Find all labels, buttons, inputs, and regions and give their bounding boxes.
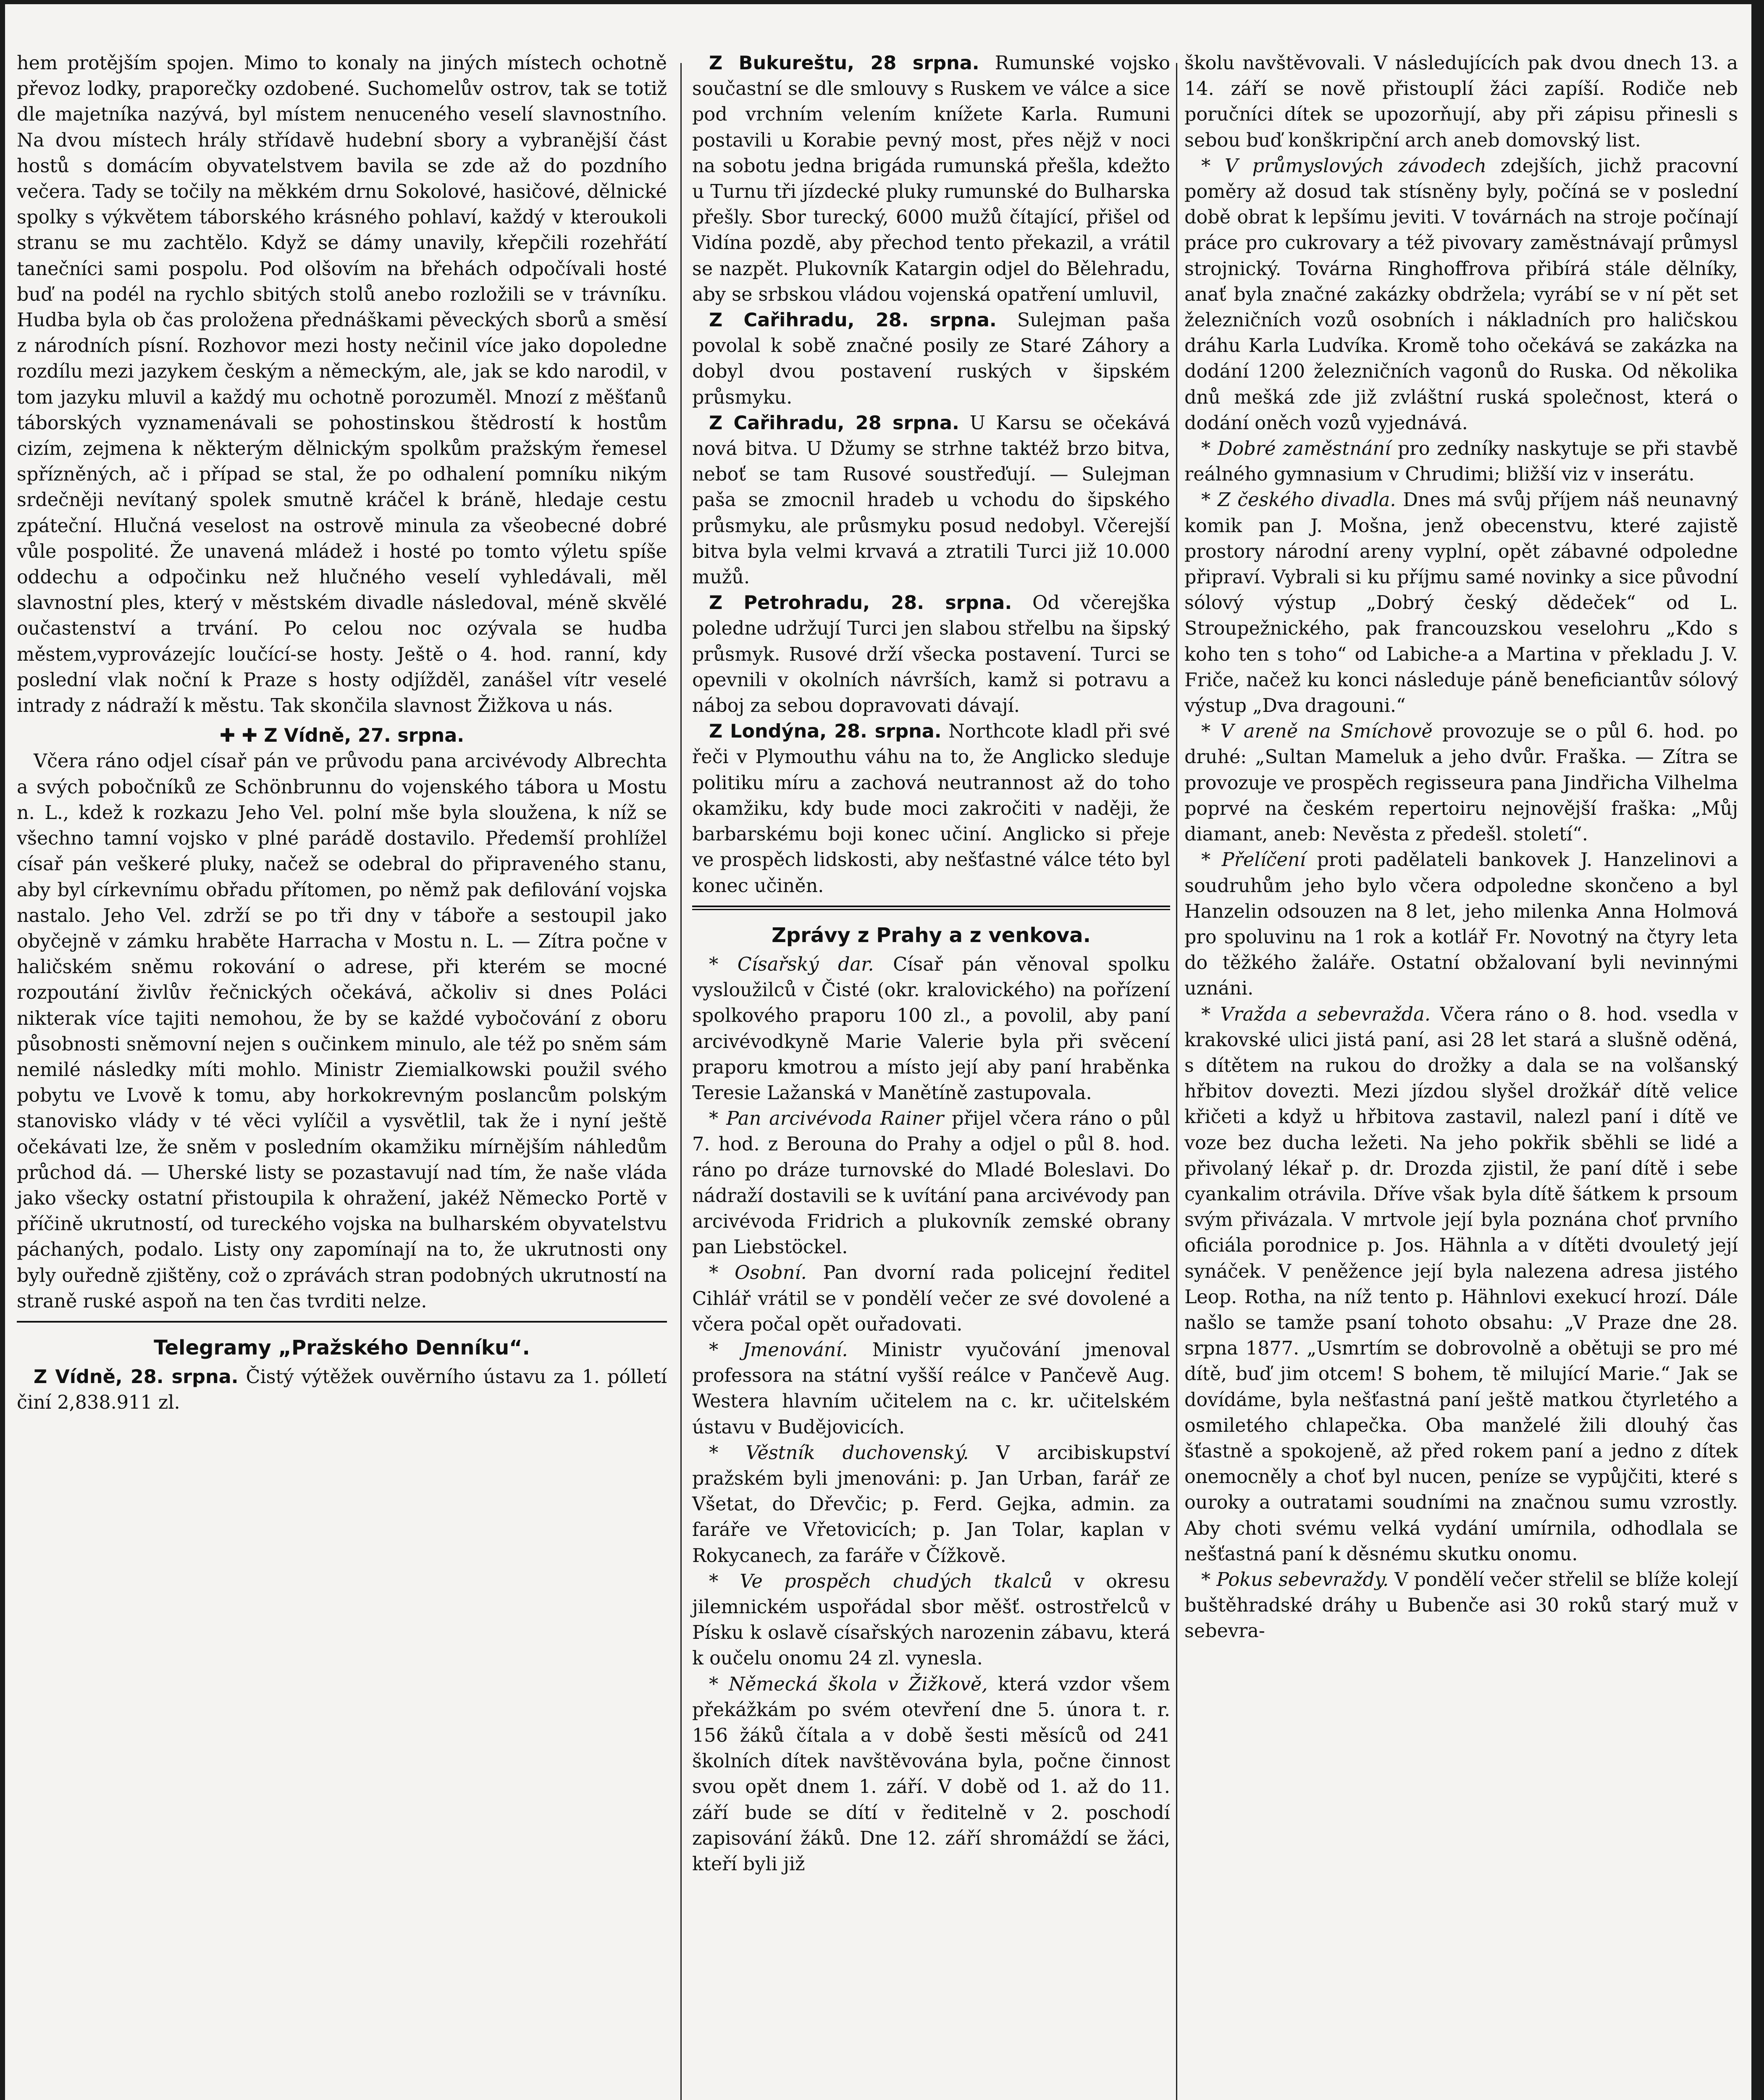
news-text: Včera ráno o 8. hod. vsedla v krakovské ulici jistá paní, asi 28 let stará a slušně oděná, s dítětem na rukou do drožky a dala se na volšanský hřbitov dovezti. Mezi jízdou slyšel drožkář dítě velice křičeti a když u hřbitova zastavil, nalezl paní i dítě ve voze bez ducha ležeti. Na jeho pokřik sběhli se lidé a přivolaný lékař p. dr. Drozda zjistil, že paní dítě i sebe cyankalim otrávila. Dříve však byla dítě šátkem k prsoum svým přivázala. V mrtvole její byla poznána choť prvního oficiála porodnice p. Jos. Hähnla a v dítěti dvouletý její synáček. V peněžence její byla nalezena adresa jistého Leop. Rotha, na níž tento p. Hähnlovi exekucí hrozí. Dále našlo se tamže psaní tohoto obsahu: „V Praze dne 28. srpna 1877. „Usmrtím se dobrovolně a obětuji se pro mé dítě, buď jim otcem! S bohem, tě milující Marie.“ Jak se dovídáme, byla nešťastná paní ještě matkou čtyrletého a osmiletého chlapečka. Oba manželé žili dlouhý čas šťastně a spokojeně, až před rokem paní a jedno z dítek onemocněly a choť byl nucen, peníze se vypůjčiti, které s ouroky a outratami soudními na značnou sumu vzrostly. Aby choti svému velká vydání umírnila, odhodlala se nešťastná paní k děsnému skutku onomu. (1184, 1003, 1738, 1565)
telegram-bucharest (692, 50, 1170, 307)
telegram-vienna (17, 1364, 667, 1415)
section-title-prague-news: Zprávy z Prahy a z venkova. (772, 923, 1091, 947)
news-rubric: V průmyslových závodech (1224, 155, 1487, 177)
news-text: Pan dvorní rada policejní ředitel Cihlář vrátil se v pondělí večer ze své dovolené a včera počal opět ouřadovati. (692, 1262, 1170, 1335)
news-item: * Pokus sebevraždy. V pondělí večer střelil se blíže kolejí buštěhradské dráhy u Bubenče asi 30 roků starý muž v sebevra- (1184, 1569, 1738, 1642)
news-rubric: Dobré zaměstnání (1217, 438, 1391, 460)
dateline-vienna: ✚ ✚ Z Vídně, 27. srpna. (219, 725, 465, 747)
news-text: která vzdor všem překážkám po svém otevření dne 5. února t. r. 156 žáků čítala a v době šesti měsíců od 241 školních dítek navštěvována byla, počne činnost svou opět dnem 1. září. V době od 1. až do 11. září bude se dítí v ředitelně v 2. poschodí zapisování žáků. Dne 12. září shromáždí se žáci, kteří byli již (692, 1673, 1170, 1875)
telegram-constantinople-1 (692, 307, 1170, 410)
news-rubric: Císařský dar. (737, 953, 874, 975)
news-rubric: Z českého divadla. (1217, 489, 1396, 511)
telegram-dateline: Z Cařihradu, 28. srpna. (709, 310, 997, 331)
telegram-constantinople-2 (692, 410, 1170, 590)
news-item: * Německá škola v Žižkově, která vzdor všem překážkám po svém otevření dne 5. února t. r. 156 žáků čítala a v době šesti měsíců od 241 školních dítek navštěvována byla, počne činnost svou opět dnem 1. září. V době od 1. až do 11. září bude se dítí v ředitelně v 2. poschodí zapisování žáků. Dne 12. září shromáždí se žáci, kteří byli již (692, 1673, 1170, 1875)
news-rubric: Ve prospěch chudých tkalců (740, 1570, 1053, 1592)
article-vienna-report: Včera ráno odjel císař pán ve průvodu pana arcivévody Albrechta a svých pobočníků ze Schönbrunnu do vojenského tábora u Mostu n. L., kdež k rozkazu Jeho Vel. polní mše byla sloužena, k níž se všechno tamní vojsko v plné parádě dostavilo. Předemší prohlížel císař pán veškeré pluky, načež se odebral do připraveného stanu, aby byl církevnímu obřadu přítomen, po němž pak defilování vojska nastalo. Jeho Vel. zdrží se po tři dny v táboře a sestoupil jako obyčejně v zámku hraběte Harracha v Mostu n. L. — Zítra počne v haličském sněmu rokování o adrese, při kterém se mocné rozpoutání živlův řečnických očekává, ačkoliv si dnes Poláci nikterak více tajiti nemohou, že by se každé vybočování z oboru působnosti sněmovní nejen s oučinkem minulo, ale též po sněm sám nemilé následky míti mohlo. Ministr Ziemialkowski použil svého pobytu ve Lvově k tomu, aby horkokrevným poslancům polským stanovisko vlády v té věci vylíčil a vysvětlil, tak že i nyní ještě očekávati lze, že sněm v posledním okamžiku mírnějším náhledům průchod dá. — Uherské listy se pozastavují nad tím, že naše vláda jako všecky ostatní přistoupila k ohražení, jakéž Německo Portě v příčině ukrutností, od tureckého vojska na bulharském obyvatelstvu páchaných, podalo. Listy ony zapomínají na to, že ukrutnosti ony byly ouředně zjištěny, což o zprávách stran podobných ukrutností na straně ruské aspoň na ten čas tvrditi nelze. (17, 751, 667, 1312)
telegram-dateline: Z Cařihradu, 28 srpna. (709, 412, 959, 434)
telegram-dateline: Z Petrohradu, 28. srpna. (709, 592, 1012, 614)
news-text: proti padělateli bankovek J. Hanzelinovi a soudruhům jeho bylo včera odpoledne skončeno a byl Hanzelin odsouzen na 8 let, jeho milenka Anna Holmová pro spoluvinu na 1 rok a kotlář Fr. Novotný na čtyry leta do těžkého žaláře. Ostatní obžalovaní byli nevinnými uznáni. (1184, 849, 1738, 1000)
section-rule (17, 1321, 667, 1323)
news-item: * Přelíčení proti padělateli bankovek J. Hanzelinovi a soudruhům jeho bylo včera odpoledne skončeno a byl Hanzelin odsouzen na 8 let, jeho milenka Anna Holmová pro spoluvinu na 1 rok a kotlář Fr. Novotný na čtyry leta do těžkého žaláře. Ostatní obžalovaní byli nevinnými uznáni. (1184, 849, 1738, 1000)
news-text: přijel včera ráno o půl 7. hod. z Berouna do Prahy a odjel o půl 8. hod. ráno po dráze turnovské do Mladé Boleslavi. Do nádraží dostavili se k uvítání pana arcivévody pan arcivévoda Fridrich a plukovník zemské obrany pan Liebstöckel. (692, 1108, 1170, 1258)
news-text: V arcibiskupství pražském byli jmenováni: p. Jan Urban, farář ze Všetat, do Dřevčic; p. Ferd. Gejka, admin. za faráře ve Vřetovicích; p. Jan Tolar, kaplan v Rokycanech, za faráře v Čížkově. (692, 1442, 1170, 1567)
news-item: * Ve prospěch chudých tkalců v okresu jilemnickém uspořádal sbor měšť. ostrostřelců v Písku k oslavě císařských narozenin zábavu, která k oučelu onomu 24 zl. vynesla. (692, 1570, 1170, 1670)
news-item: * Císařský dar. Císař pán věnoval spolku vysloužilců v Čisté (okr. kralovického) na pořízení spolkového praporu 100 zl., a povolil, aby paní arcivévodkyně Marie Valerie byla při svěcení praporu kmotrou a místo její aby paní hraběnka Teresie Lažanská v Manětíně zastupovala. (692, 953, 1170, 1104)
telegram-text: Northcote kladl při své řeči v Plymouthu váhu na to, že Anglicko sleduje politiku míru a zachová neutrannost až do toho okamžiku, kdy bude moci zakročiti v naději, že barbarskému boji konec učiní. Anglicko si přeje ve prospěch lidskosti, aby nešťastné válce této byl konec učiněn. (692, 721, 1170, 897)
section-rule (692, 909, 1170, 910)
column-middle (692, 50, 1170, 1877)
news-item: * Z českého divadla. Dnes má svůj příjem náš neunavný komik pan J. Mošna, jenž obecenstvu, které zajistě prostory národní areny vyplní, opět zábavné odpoledne připraví. Vybrali si ku příjmu samé novinky a sice původní sólový výstup „Dobrý český dědeček“ od L. Stroupežnického, pak francouzskou veselohru „Kdo s koho ten s toho“ od Labiche-a a Martina v překladu J. V. Friče, načež ku konci následuje páně beneficiantův sólový výstup „Dva dragouni.“ (1184, 489, 1738, 717)
news-item: * V průmyslových závodech zdejších, jichž pracovní poměry až dosud tak stísněny byly, počíná se v poslední době obrat k lepšímu jeviti. V továrnách na stroje počínají práce pro cukrovary a též pivovary zaměstnávají průmysl strojnický. Továrna Ringhoffrova přibírá stále dělníky, anať byla značné zakázky obdržela; vyrábí se v ní pět set železničních vozů osobních i nákladních pro haličskou dráhu Karla Ludvíka. Kromě toho očekává se zakázka na dodání 1200 železničních vagonů do Ruska. Od několika dnů mešká zde již zvláštní ruská společnost, která o dodání oněch vozů vyjednává. (1184, 155, 1738, 434)
news-text: Císař pán věnoval spolku vysloužilců v Čisté (okr. kralovického) na pořízení spolkového praporu 100 zl., a povolil, aby paní arcivévodkyně Marie Valerie byla při svěcení praporu kmotrou a místo její aby paní hraběnka Teresie Lažanská v Manětíně zastupovala. (692, 953, 1170, 1104)
telegram-text: Sulejman paša povolal k sobě značné posily ze Staré Záhory a dobyl dvou postavení ruských v šipském průsmyku. (692, 310, 1170, 408)
scan-edge-right (1751, 0, 1764, 2100)
news-text: pro zedníky naskytuje se při stavbě reálného gymnasium v Chrudimi; bližší viz v inserátu. (1184, 438, 1738, 486)
section-rule (692, 906, 1170, 907)
telegram-dateline: Z Londýna, 28. srpna. (709, 721, 942, 743)
news-rubric: Vražda a sebevražda. (1220, 1003, 1431, 1025)
article-zizka-celebration: hem protějším spojen. Mimo to konaly na jiných místech ochotně převoz lodky, praporečky ozdobené. Suchomelův ostrov, tak se totiž dle majetníka nazývá, byl místem nenuceného veselí slavnostního. Na dvou místech hrály střídavě hudební sbory a vybranější část hostů s domácím obyvatelstvem bavila se zde až do pozdního večera. Tady se točily na měkkém drnu Sokolové, hasičové, dělnické spolky s výkvětem táborského krásného pohlaví, každý v kteroukoli stranu se mu zachtělo. Když se dámy unavily, křepčili rozehřátí tanečníci sami pospolu. Pod olšovím na břehách odpočívali hosté buď na podél na rychlo sbitých stolů anebo rozložili se v trávníku. Hudba byla ob čas proložena přednáškami pěveckých sborů a směsí z národních písní. Rozhovor mezi hosty nečinil více jako dopoledne rozdílu mezi jazykem českým a německým, ale, jak se kdo narodil, v tom jazyku mluvil a každý mu ochotně porozuměl. Mnozí z měšťanů táborských vyznamenávali se pohostinskou štědrostí k hostům cizím, zejmena k některým dělnickým spolkům pražským řemesel spřízněných, ač i případ se stal, že po odhalení pomníku nikým srdečněji nevítaný spolek smutně kráčel k bráně, hledaje cestu zpáteční. Hlučná veselost na ostrově minula za všeobecné dobré vůle pospolité. Že unavená mládež i hosté po tomto výletu spíše oddechu a odpočinku než hlučného veselí vyhledávali, měl slavnostní ples, který v městském divadle následoval, méně skvělé oučastenství a trvání. Po celou noc ozývala se hudba městem,vyprovázejíc loučící-se hosty. Ještě o 4. hod. ranní, kdy poslední vlak noční k Praze s hosty odjížděl, zanášel vítr veselé intrady z nádraží k městu. Tak skončila slavnost Žižkova u nás. (17, 52, 667, 717)
scan-edge-top (0, 0, 1764, 4)
telegram-text: Rumunské vojsko součastní se dle smlouvy s Ruskem ve válce a sice pod vrchním velením knížete Karla. Rumuni postavili u Korabie pevný most, přes nějž v noci na sobotu jedna brigáda rumunská přešla, kdežto u Turnu tři jízdecké pluky rumunské do Bulharska přešly. Sbor turecký, 6000 mužů čítající, přišel od Vidína pozdě, aby přechod tento překazil, a vrátil se nazpět. Plukovník Katargin odjel do Bělehradu, aby se srbskou vládou vojenská opatření umluvil, (692, 52, 1170, 305)
telegram-text: U Karsu se očekává nová bitva. U Džumy se strhne taktéž brzo bitva, neboť se tam Rusové soustřeďují. — Sulejman paša se zmocnil hradeb u vchodu do šipského průsmyku, ale průsmyku posud nedobyl. Včerejší bitva byla velmi krvavá a ztratili Turci již 10.000 mužů. (692, 412, 1170, 588)
column-left (17, 50, 667, 1416)
telegram-london (692, 719, 1170, 898)
news-rubric: Německá škola v Žižkově, (728, 1673, 988, 1695)
news-rubric: V areně na Smíchově (1220, 721, 1433, 743)
news-text: Ministr vyučování jmenoval professora na státní vyšší reálce v Pančevě Aug. Westera hlavním učitelem na c. kr. učitelském ústavu v Budějovicích. (692, 1339, 1171, 1438)
news-text: V pondělí večer střelil se blíže kolejí buštěhradské dráhy u Bubenče asi 30 roků starý muž v sebevra- (1184, 1569, 1738, 1642)
news-item: * Dobré zaměstnání pro zedníky naskytuje se při stavbě reálného gymnasium v Chrudimi; bližší viz v inserátu. (1184, 438, 1738, 486)
news-item: * Vražda a sebevražda. Včera ráno o 8. hod. vsedla v krakovské ulici jistá paní, asi 28 let stará a slušně oděná, s dítětem na rukou do drožky a dala se na volšanský hřbitov dovezti. Mezi jízdou slyšel drožkář dítě velice křičeti a když u hřbitova zastavil, nalezl paní i dítě ve voze bez ducha ležeti. Na jeho pokřik sběhli se lidé a přivolaný lékař p. dr. Drozda zjistil, že paní dítě i sebe cyankalim otrávila. Dříve však byla dítě šátkem k prsoum svým přivázala. V mrtvole její byla poznána choť prvního oficiála porodnice p. Jos. Hähnla a v dítěti dvouletý její synáček. V peněžence její byla nalezena adresa jistého Leop. Rotha, na níž tento p. Hähnlovi exekucí hrozí. Dále našlo se tamže psaní tohoto obsahu: „V Praze dne 28. srpna 1877. „Usmrtím se dobrovolně a obětuji se pro mé dítě, buď jim otcem! S bohem, tě milující Marie.“ Jak se dovídáme, byla nešťastná paní ještě matkou čtyrletého a osmiletého chlapečka. Oba manželé žili dlouhý čas šťastně a spokojeně, až před rokem paní a jedno z dítek onemocněly a choť byl nucen, peníze se vypůjčiti, které s ouroky a outratami soudními na značnou sumu vzrostly. Aby choti svému velká vydání umírnila, odhodlala se nešťastná paní k děsnému skutku onomu. (1184, 1003, 1738, 1565)
news-rubric: Pokus sebevraždy. (1216, 1569, 1389, 1591)
news-item: * Jmenování. Ministr vyučování jmenoval professora na státní vyšší reálce v Pančevě Aug. Westera hlavním učitelem na c. kr. učitelském ústavu v Budějovicích. (692, 1339, 1171, 1438)
news-text: Dnes má svůj příjem náš neunavný komik pan J. Mošna, jenž obecenstvu, které zajistě prostory národní areny vyplní, opět zábavné odpoledne připraví. Vybrali si ku příjmu samé novinky a sice původní sólový výstup „Dobrý český dědeček“ od L. Stroupežnického, pak francouzskou veselohru „Kdo s koho ten s toho“ od Labiche-a a Martina v překladu J. V. Friče, načež ku konci následuje páně beneficiantův sólový výstup „Dva dragouni.“ (1184, 489, 1738, 717)
news-item: * Osobní. Pan dvorní rada policejní ředitel Cihlář vrátil se v pondělí večer ze své dovolené a včera počal opět ouřadovati. (692, 1262, 1170, 1335)
telegram-dateline: Z Bukureštu, 28 srpna. (709, 52, 979, 74)
scan-edge-left (0, 0, 5, 2100)
news-item: * Věstník duchovenský. V arcibiskupství pražském byli jmenováni: p. Jan Urban, farář ze Všetat, do Dřevčic; p. Ferd. Gejka, admin. za faráře ve Vřetovicích; p. Jan Tolar, kaplan v Rokycanech, za faráře v Čížkově. (692, 1442, 1170, 1567)
news-item: * V areně na Smíchově provozuje se o půl 6. hod. po druhé: „Sultan Mameluk a jeho dvůr. Fraška. — Zítra se provozuje ve prospěch regisseura pana Jindřicha Vilhelma poprvé na českém repertoiru nejnovější fraška: „Můj diamant, aneb: Nevěsta z předešl. století“. (1184, 721, 1738, 845)
news-rubric: Přelíčení (1221, 849, 1306, 871)
telegram-petersburg (692, 590, 1170, 719)
news-item: * Pan arcivévoda Rainer přijel včera ráno o půl 7. hod. z Berouna do Prahy a odjel o půl 8. hod. ráno po dráze turnovské do Mladé Boleslavi. Do nádraží dostavili se k uvítání pana arcivévody pan arcivévoda Fridrich a plukovník zemské obrany pan Liebstöckel. (692, 1108, 1170, 1258)
telegram-text: Od včerejška poledne udržují Turci jen slabou střelbu na šipský průsmyk. Rusové drží všecka postavení. Turci se opevnili v okolních návrších, kamž si potravu a náboj za sebou dopravovati dávají. (692, 592, 1170, 717)
section-title-telegrams: Telegramy „Pražského Denníku“. (154, 1336, 530, 1360)
column-divider-1 (680, 63, 682, 2100)
telegram-dateline: Z Vídně, 28. srpna. (34, 1366, 239, 1388)
news-text: v okresu jilemnickém uspořádal sbor měšť. ostrostřelců v Písku k oslavě císařských narozenin zábavu, která k oučelu onomu 24 zl. vynesla. (692, 1570, 1170, 1670)
column-right (1184, 50, 1738, 1644)
news-rubric: Věstník duchovenský. (746, 1442, 969, 1464)
telegram-text: Čistý výtěžek ouvěrního ústavu za 1. pólletí činí 2,838.911 zl. (17, 1366, 667, 1414)
news-continuation: školu navštěvovali. V následujících pak dvou dnech 13. a 14. září se nově přistouplí žáci zapíší. Rodiče neb poručníci dítek se upozorňují, aby při zápisu přinesli s sebou buď konškripční arch aneb domovský list. (1184, 52, 1738, 151)
news-rubric: Osobní. (735, 1262, 807, 1284)
news-rubric: Jmenování. (743, 1339, 848, 1361)
column-divider-2 (1176, 63, 1177, 2100)
news-rubric: Pan arcivévoda Rainer (726, 1108, 944, 1130)
news-text: provozuje se o půl 6. hod. po druhé: „Sultan Mameluk a jeho dvůr. Fraška. — Zítra se provozuje ve prospěch regisseura pana Jindřicha Vilhelma poprvé na českém repertoiru nejnovější fraška: „Můj diamant, aneb: Nevěsta z předešl. století“. (1184, 721, 1738, 845)
news-text: zdejších, jichž pracovní poměry až dosud tak stísněny byly, počíná se v poslední době obrat k lepšímu jeviti. V továrnách na stroje počínají práce pro cukrovary a též pivovary zaměstnávají průmysl strojnický. Továrna Ringhoffrova přibírá stále dělníky, anať byla značné zakázky obdržela; vyrábí se v ní pět set železničních vozů osobních i nákladních pro haličskou dráhu Karla Ludvíka. Kromě toho očekává se zakázka na dodání 1200 železničních vagonů do Ruska. Od několika dnů mešká zde již zvláštní ruská společnost, která o dodání oněch vozů vyjednává. (1184, 155, 1738, 434)
